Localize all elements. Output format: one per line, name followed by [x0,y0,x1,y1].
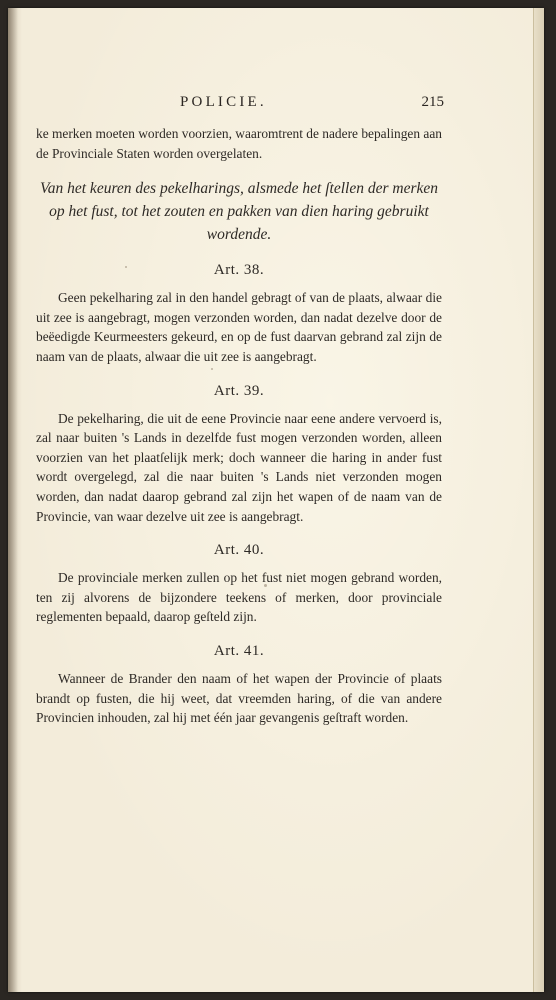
article-41-text: Wanneer de Brander den naam of het wapen der Provincie of plaats brandt op fusten, die hij weet, dat vreemden haring, of die van andere Provincien inhouden, zal hij met één jaar gevangenis geſtraft worden. [36,670,442,726]
article-39-text: De pekelharing, die uit de eene Provincie naar eene andere vervoerd is, zal naar buiten 's Lands in dezelfde fust mogen verzonden worden, alleen voorzien van het plaatſelijk merk; doch wanneer die haring in ander fust wordt overgelegd, zal die naar buiten 's Lands niet verzonden mogen worden, dan nadat daarop gebrand zal zijn het wapen of de naam van de Provincie, van waar dezelve uit zee is aangebragt. [36,410,442,524]
section-heading: Van het keuren des pekelharings, alsmede het ſtellen der merken op het fust, tot het zouten en pakken van dien haring gebruikt wordende. [40,180,438,244]
page-text [36,88,442,728]
article-39-title: Art. 39. [213,382,265,399]
article-41-title: Art. 41. [213,642,265,659]
article-40-title: Art. 40. [213,542,265,559]
page-number: 215 [421,94,444,110]
book-page [8,8,544,992]
article-38-title: Art. 38. [213,262,265,279]
paragraph-intro: ke merken moeten worden voorzien, waaromtrent de nadere bepalingen aan de Provinciale Staten worden overgelaten. [36,126,443,161]
page-header [36,88,442,116]
article-40-text: De provinciale merken zullen op het fust niet mogen gebrand worden, ten zij alvorens de bijzondere teekens of merken, door provinciale reglementen bepaald, daarop geſteld zijn. [36,570,442,625]
article-38-text: Geen pekelharing zal in den handel gebragt of van de plaats, alwaar die uit zee is aangebragt, mogen verzonden worden, dan nadat dezelve door de beëedigde Keurmeesters gekeurd, en op de fust daarvan gebrand zal zijn de naam van de plaats, alwaar die uit zee is aangebragt. [36,290,442,364]
gutter-shadow [8,8,18,992]
page-edge [533,8,544,992]
running-head: POLICIE. [180,94,267,110]
